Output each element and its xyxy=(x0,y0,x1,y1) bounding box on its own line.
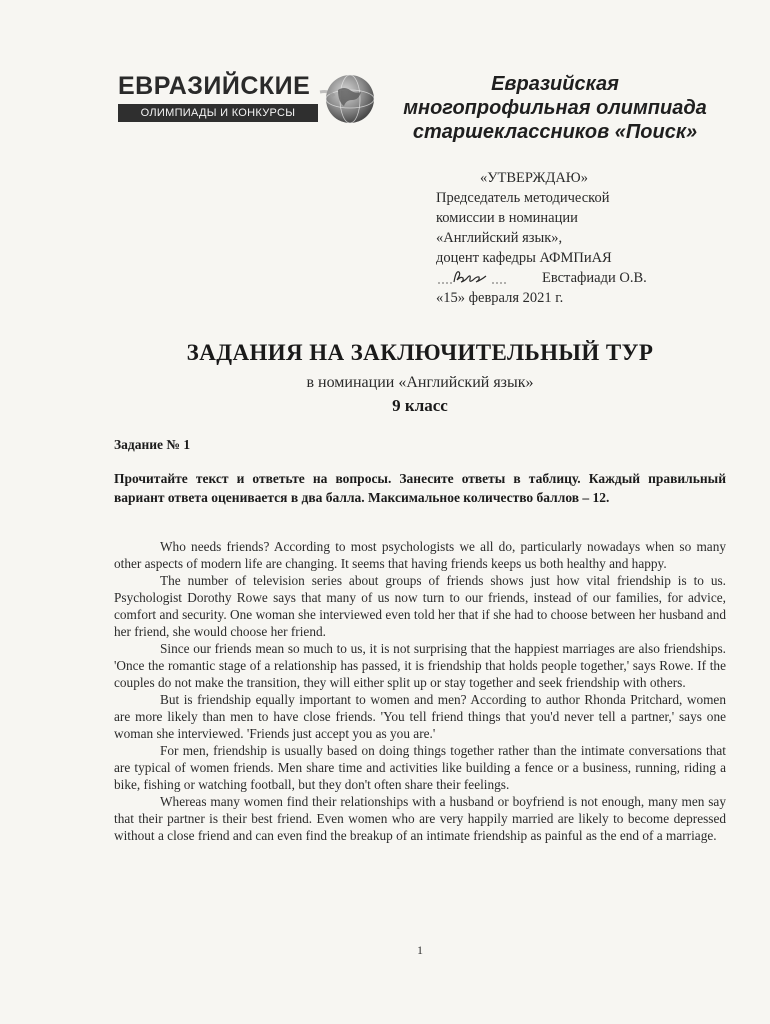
globe-icon xyxy=(316,72,376,130)
reading-text xyxy=(114,538,726,844)
olympiad-title-line: Евразийская xyxy=(491,73,619,95)
signer-name: Евстафиади О.В. xyxy=(542,270,647,286)
olympiad-title-line: старшеклассников «Поиск» xyxy=(412,121,698,143)
document-subtitle: в номинации «Английский язык» xyxy=(306,374,534,391)
grade-label: 9 класс xyxy=(392,396,448,415)
olympiad-title xyxy=(380,72,730,144)
logo-top-text: ЕВРАЗИЙСКИЕ xyxy=(118,72,311,100)
text-paragraph: Since our friends mean so much to us, it is not surprising that the happiest marriages are also friendships. 'Once the romantic stage of a relationship has passed, it is friendship that holds people together,' says Rowe. If the couples do not make the transition, they will either split up or stay together and seek friendship with others. xyxy=(114,641,726,690)
logo-band-text: ОЛИМПИАДЫ И КОНКУРСЫ xyxy=(118,104,318,122)
approval-line: Председатель методической xyxy=(436,190,610,206)
approval-line: комиссии в номинации xyxy=(436,210,578,226)
document-title: ЗАДАНИЯ НА ЗАКЛЮЧИТЕЛЬНЫЙ ТУР xyxy=(186,340,654,365)
signature-icon xyxy=(436,266,516,288)
signature-row xyxy=(436,268,686,288)
approval-block xyxy=(436,168,686,308)
olympiad-logo xyxy=(118,72,380,130)
approval-heading: «УТВЕРЖДАЮ» xyxy=(480,170,588,186)
task-number: Задание № 1 xyxy=(114,437,191,452)
text-paragraph: But is friendship equally important to women and men? According to author Rhonda Pritchard, women are more likely than men to have close friends. 'You tell friend things that you'd never tell a partner,' says one woman she interviewed. 'Friends just accept you as you are.' xyxy=(114,692,726,741)
page-number: 1 xyxy=(417,943,423,957)
text-paragraph: For men, friendship is usually based on doing things together rather than the intimate conversations that are typical of women friends. Men share time and activities like building a fence or a business, running, riding a bike, fishing or watching football, but they don't often share their feelings. xyxy=(114,743,726,792)
text-paragraph: Who needs friends? According to most psychologists we all do, particularly nowadays when so many other aspects of modern life are changing. It seems that having friends keeps us both healthy and happy. xyxy=(114,539,726,571)
task-instruction: Прочитайте текст и ответьте на вопросы. Занесите ответы в таблицу. Каждый правильный вариант ответа оценивается в два балла. Максимальное количество баллов – 12. xyxy=(114,471,726,505)
approval-line: доцент кафедры АФМПиАЯ xyxy=(436,250,612,266)
text-paragraph: The number of television series about groups of friends shows just how vital friendship is to us. Psychologist Dorothy Rowe says that many of us now turn to our friends, instead of our families, for advice, comfort and security. One woman she interviewed even told her that if she had to choose between her husband and her friend, she would choose her friend. xyxy=(114,573,726,639)
approval-line: «Английский язык», xyxy=(436,230,563,246)
olympiad-title-line: многопрофильная олимпиада xyxy=(403,97,707,119)
text-paragraph: Whereas many women find their relationships with a husband or boyfriend is not enough, many men say that their partner is their best friend. Even women who are very happily married are likely to become depressed without a close friend and can even find the breakup of an intimate friendship as painful as the end of a marriage. xyxy=(114,794,726,843)
approval-date: «15» февраля 2021 г. xyxy=(436,290,564,306)
